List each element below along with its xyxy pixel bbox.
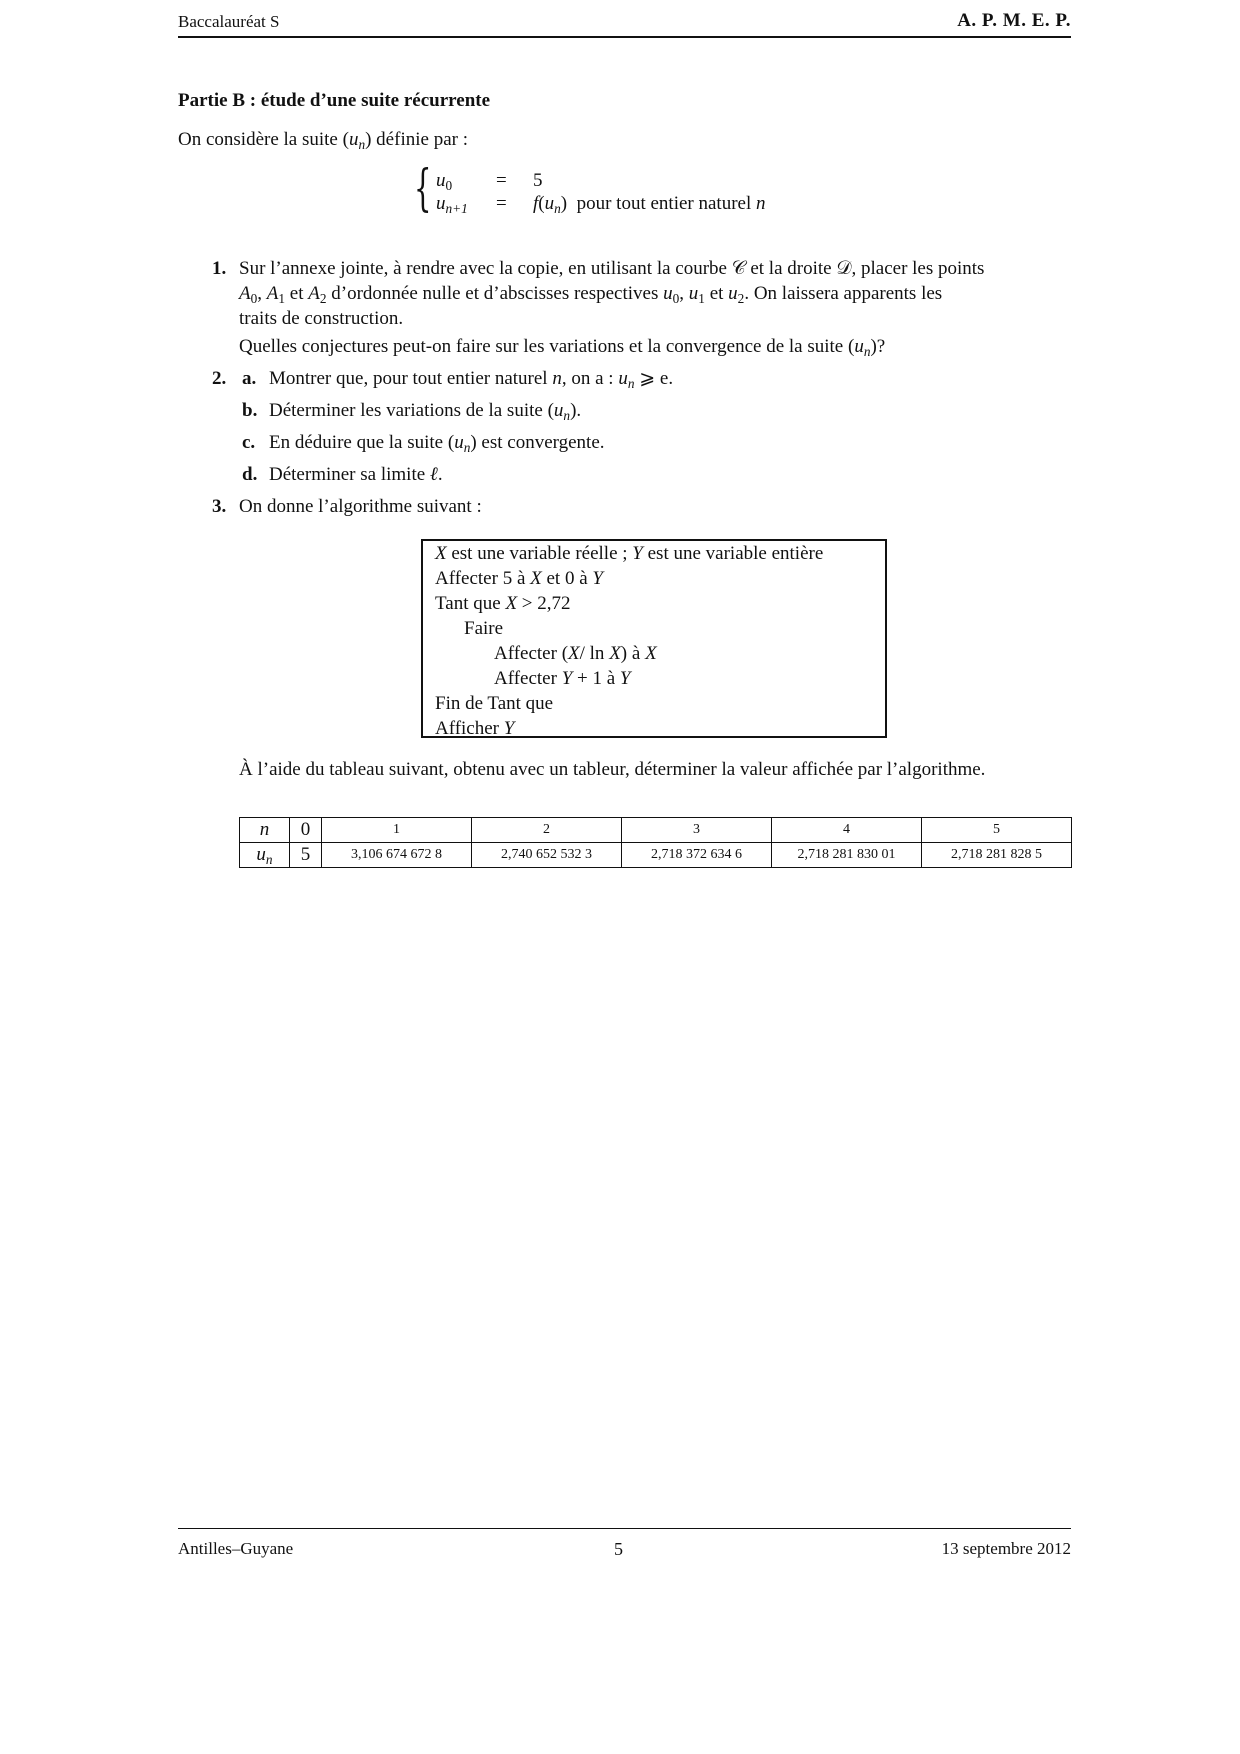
page-number: 5 xyxy=(614,1539,623,1559)
footer xyxy=(178,1528,1071,1559)
table-cell: 0 xyxy=(290,818,322,843)
table-cell: 2,740 652 532 3 xyxy=(472,843,622,868)
question-3 xyxy=(178,494,1071,524)
algo-line-5: Affecter (X/ ln X) à X xyxy=(494,643,657,664)
question-2b-label: b. xyxy=(242,400,258,421)
page: Baccalauréat S A. P. M. E. P. Partie B : étude d’une suite récurrente On considère la suite $(u_n)$ définie par : { $u_0$ = 5 $u_{n+1}$ = $f(u_n)$ pour tout entier naturel n 1. Sur l’annexe jointe, à rendre avec la copie, en utilisant la courbe 𝒞 et la droite 𝒟, placer les points $A_0$, $A_1$ et $A_2$ d’ordonnée nulle et d’abscisses respectives $u_0$, $u_1$ et $u_2$. On laissera apparents les traits de construction. Quelles conjectures peut-on faire sur les variations et la convergence de la suite $(u_n)$? 2. a. Montrer que, pour tout entier naturel n, on a : $u_n$ ⩾ e. b. Déterminer les variations de la suite $(u_n)$. c. En déduire que la suite $(u_n)$ est convergente. d. Déterminer sa limite ℓ. 3. On donne l’algorithme suivant : X est une variable réelle ; Y est une variable entière Affecter 5 à X et 0 à Y Tant que X > 2,72 Faire Affecter (X/ ln X) à X Affecter Y + 1 à Y Fin de Tant que Afficher Y À l’aide du tableau suivant, obtenu avec un tableur, déterminer la valeur affichée par l’algorithme. n 0 1 2 3 4 5 $u_n$ 5 3,106 674 672 8 2,740 652 532 3 2,718 372 634 6 2,718 281 830 01 2,718 281 828 5 Antilles–Guyane 5 13 septembre 2012 xyxy=(178,10,1071,1559)
table-cell: 3 xyxy=(622,818,772,843)
algo-line-6: Affecter Y + 1 à Y xyxy=(494,668,631,689)
question-1-line-1: Sur l’annexe jointe, à rendre avec la copie, en utilisant la courbe 𝒞 et la droite 𝒟, placer les points xyxy=(239,258,985,279)
question-2c-text: En déduire que la suite $(u_n)$ est convergente. xyxy=(269,432,605,455)
question-2d-text: Déterminer sa limite ℓ. xyxy=(269,464,443,485)
question-2d-label: d. xyxy=(242,464,258,485)
question-2a-label: a. xyxy=(242,368,257,389)
question-2c-label: c. xyxy=(242,432,256,453)
algo-line-4: Faire xyxy=(464,618,504,639)
table-header-n: n xyxy=(240,818,290,843)
footer-right: 13 septembre 2012 xyxy=(941,1539,1071,1558)
section-title: Partie B : étude d’une suite récurrente xyxy=(178,90,491,111)
table-cell: 2,718 372 634 6 xyxy=(622,843,772,868)
footer-left: Antilles–Guyane xyxy=(178,1539,294,1558)
algorithm-box xyxy=(421,539,887,738)
table-cell: 4 xyxy=(772,818,922,843)
table-row-u xyxy=(240,843,1072,868)
intro-text: On considère la suite $(u_n)$ définie par : xyxy=(178,129,468,152)
question-1-line-4: Quelles conjectures peut-on faire sur les variations et la convergence de la suite $(u_n)$? xyxy=(239,336,886,359)
question-1-line-2: $A_0$, $A_1$ et $A_2$ d’ordonnée nulle et d’abscisses respectives $u_0$, $u_1$ et $u_2$. On laissera apparents les xyxy=(239,283,943,306)
algo-line-7: Fin de Tant que xyxy=(435,693,554,714)
question-1-number: 1. xyxy=(212,258,227,279)
question-1-line-3: traits de construction. xyxy=(239,308,404,329)
table-cell: 2,718 281 830 01 xyxy=(772,843,922,868)
question-3-number: 3. xyxy=(212,496,227,517)
question-2b-text: Déterminer les variations de la suite $(u_n)$. xyxy=(269,400,582,423)
algo-line-1: X est une variable réelle ; Y est une variable entière xyxy=(435,543,824,564)
table-intro-text: À l’aide du tableau suivant, obtenu avec un tableur, déterminer la valeur affichée par l’algorithme. xyxy=(239,759,986,780)
table-cell: 5 xyxy=(922,818,1072,843)
table-cell: 2,718 281 828 5 xyxy=(922,843,1072,868)
header-right: A. P. M. E. P. xyxy=(957,10,1071,31)
question-2 xyxy=(178,366,1071,496)
algo-line-3: Tant que X > 2,72 xyxy=(435,593,571,614)
algo-line-2: Affecter 5 à X et 0 à Y xyxy=(435,568,603,589)
table-cell: 3,106 674 672 8 xyxy=(322,843,472,868)
header xyxy=(178,12,1071,38)
table-row-n xyxy=(240,818,1072,843)
values-table xyxy=(239,817,1072,868)
table-cell: 2 xyxy=(472,818,622,843)
question-3-text: On donne l’algorithme suivant : xyxy=(239,496,482,517)
question-2-number: 2. xyxy=(212,368,227,389)
algo-line-8: Afficher Y xyxy=(435,718,515,739)
table-header-u: $u_n$ xyxy=(240,843,290,868)
table-cell: 1 xyxy=(322,818,472,843)
question-2a-text: Montrer que, pour tout entier naturel n, on a : $u_n$ ⩾ e. xyxy=(269,368,674,391)
question-1 xyxy=(178,256,1071,366)
brace-symbol: { xyxy=(414,159,432,217)
header-left: Baccalauréat S xyxy=(178,12,280,31)
table-cell: 5 xyxy=(290,843,322,868)
